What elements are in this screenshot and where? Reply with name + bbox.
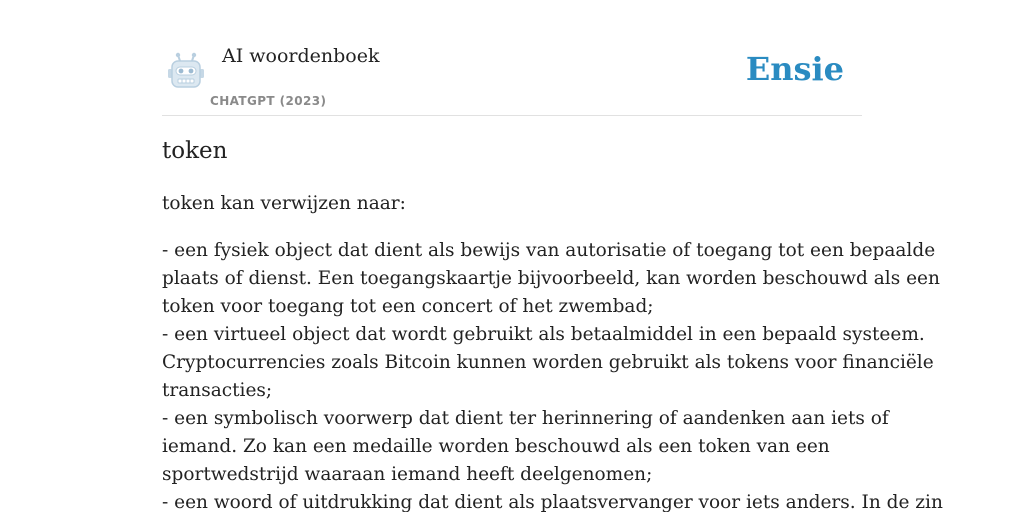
definition-line: sportwedstrijd waaraan iemand heeft deelgenomen; xyxy=(162,464,653,485)
definition-line: transacties; xyxy=(162,380,273,401)
definition-line: plaats of dienst. Een toegangskaartje bijvoorbeeld, kan worden beschouwd als een xyxy=(162,268,940,289)
definition-line: - een fysiek object dat dient als bewijs van autorisatie of toegang tot een bepaalde xyxy=(162,240,936,261)
dictionary-title[interactable]: AI woordenboek xyxy=(222,45,380,67)
entry-definition xyxy=(162,190,943,512)
definition-intro: token kan verwijzen naar: xyxy=(162,193,406,214)
robot-icon xyxy=(166,52,206,90)
entry-headword: token xyxy=(162,138,228,164)
dictionary-source-label: CHATGPT (2023) xyxy=(210,94,327,108)
definition-body xyxy=(162,237,943,512)
definition-line: - een woord of uitdrukking dat dient als plaatsvervanger voor iets anders. In de zin xyxy=(162,492,943,512)
definition-line: - een symbolisch voorwerp dat dient ter herinnering of aandenken aan iets of xyxy=(162,408,889,429)
definition-line: iemand. Zo kan een medaille worden beschouwd als een token van een xyxy=(162,436,830,457)
definition-line: - een virtueel object dat wordt gebruikt als betaalmiddel in een bepaald systeem. xyxy=(162,324,925,345)
ensie-logo[interactable]: Ensie xyxy=(745,50,844,88)
definition-line: Cryptocurrencies zoals Bitcoin kunnen worden gebruikt als tokens voor financiële xyxy=(162,352,934,373)
definition-line: token voor toegang tot een concert of het zwembad; xyxy=(162,296,654,317)
dictionary-header xyxy=(162,40,862,116)
